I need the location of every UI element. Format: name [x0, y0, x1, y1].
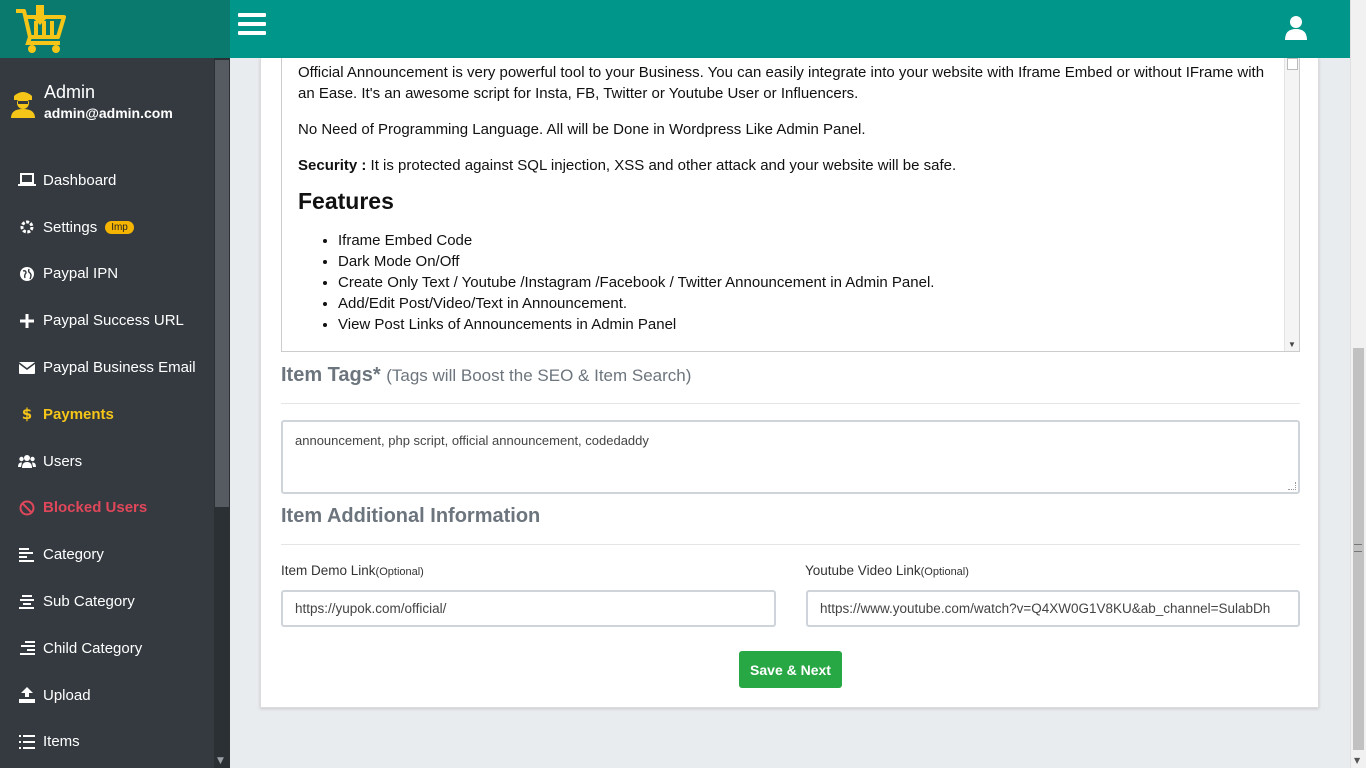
sidebar-item-dashboard[interactable]: [0, 157, 214, 204]
sidebar-item-label: Paypal Success URL: [43, 312, 184, 330]
editor-paragraph: [298, 155, 1269, 176]
sidebar-item-label: Category: [43, 546, 104, 564]
list-item: • Create Only Text / Youtube /Instagram /Facebook / Twitter Announcement in Admin Panel.: [338, 272, 1269, 293]
menu-toggle-icon[interactable]: [238, 13, 266, 39]
optional-note: (Optional): [375, 566, 424, 578]
description-editor[interactable]: [281, 58, 1300, 352]
align-right-icon: [18, 639, 36, 657]
youtube-link-label: Youtube Video Link(Optional): [805, 563, 969, 578]
imp-badge: Imp: [105, 221, 134, 234]
demo-link-input[interactable]: https://yupok.com/official/: [281, 590, 776, 627]
editor-paragraph: No Need of Programming Language. All will be Done in Wordpress Like Admin Panel.: [298, 121, 866, 138]
demo-link-label: Item Demo Link(Optional): [281, 563, 424, 578]
envelope-icon: [18, 359, 36, 377]
scroll-down-arrow-icon[interactable]: ▼: [217, 756, 224, 766]
sidebar-item-items[interactable]: [0, 719, 214, 766]
editor-scrollbar-thumb[interactable]: [1287, 58, 1298, 70]
list-item: • Add/Edit Post/Video/Text in Announcement.: [338, 293, 1269, 314]
item-tags-note: (Tags will Boost the SEO & Item Search): [386, 366, 692, 385]
sidebar-item-users[interactable]: [0, 438, 214, 485]
optional-note: (Optional): [920, 566, 969, 578]
resize-handle-icon[interactable]: [1288, 482, 1296, 490]
sidebar-item-label: Dashboard: [43, 171, 117, 189]
upload-icon: [18, 686, 36, 704]
save-next-button[interactable]: Save & Next: [739, 651, 842, 688]
youtube-link-input[interactable]: https://www.youtube.com/watch?v=Q4XW0G1V8KU&ab_channel=SulabDh: [806, 590, 1300, 627]
scroll-down-arrow-icon[interactable]: ▼: [1354, 756, 1361, 765]
page-scrollbar[interactable]: [1350, 0, 1366, 768]
sidebar-item-paypal-success-url[interactable]: [0, 297, 214, 344]
cart-logo-icon: [12, 3, 68, 55]
sidebar-item-payments[interactable]: [0, 391, 214, 438]
align-left-icon: [18, 546, 36, 564]
list-item: • View Post Links of Announcements in Admin Panel: [338, 314, 1269, 335]
sidebar-item-upload[interactable]: [0, 672, 214, 719]
list-item: • Dark Mode On/Off: [338, 251, 1269, 272]
gear-icon: [18, 218, 36, 236]
divider: [281, 403, 1300, 404]
sidebar-item-label: Upload: [43, 686, 91, 704]
sidebar-item-label: Paypal IPN: [43, 265, 119, 283]
divider: [281, 544, 1300, 545]
item-form-card: [260, 58, 1319, 708]
security-label: Security :: [298, 157, 367, 174]
sidebar-item-label: Child Category: [43, 639, 143, 657]
sidebar-item-label: Settings: [43, 218, 98, 236]
top-navbar: [0, 0, 1350, 58]
users-icon: [18, 452, 36, 470]
sidebar-item-label: Items: [43, 733, 80, 751]
sidebar-item-child-category[interactable]: [0, 625, 214, 672]
item-tags-value: announcement, php script, official announcement, codedaddy: [295, 433, 649, 448]
user-account-icon[interactable]: [1282, 14, 1310, 42]
scroll-grip-icon: [1354, 544, 1362, 552]
sidebar: [0, 58, 214, 768]
sidebar-item-blocked-users[interactable]: [0, 485, 214, 532]
user-profile: [0, 58, 214, 157]
user-name: Admin: [44, 82, 96, 102]
sidebar-scrollbar-thumb[interactable]: [215, 60, 229, 507]
sidebar-item-category[interactable]: [0, 531, 214, 578]
list-item: • Iframe Embed Code: [338, 230, 1269, 251]
laptop-icon: [18, 171, 36, 189]
sidebar-item-label: Payments: [43, 405, 114, 423]
item-tags-title: Item Tags* (Tags will Boost the SEO & Item Search): [281, 364, 692, 386]
logo[interactable]: [0, 0, 230, 58]
sidebar-item-label: Users: [43, 452, 83, 470]
item-tags-textarea[interactable]: [281, 420, 1300, 494]
additional-info-title: Item Additional Information: [281, 505, 541, 527]
globe-icon: [18, 265, 36, 283]
align-center-icon: [18, 593, 36, 611]
sidebar-item-sub-category[interactable]: [0, 578, 214, 625]
features-heading: Features: [298, 188, 394, 214]
sidebar-item-label: Sub Category: [43, 593, 135, 611]
sidebar-item-settings[interactable]: [0, 204, 214, 251]
list-icon: [18, 733, 36, 751]
editor-paragraph: Official Announcement is very powerful tool to your Business. You can easily integrate into your website with Iframe Embed or without IFrame with an Ease. It's an awesome script for Insta, FB, Twitter or Youtube User or Influencers.: [298, 64, 1265, 102]
dollar-icon: $: [21, 405, 33, 424]
plus-icon: [18, 312, 36, 330]
sidebar-item-paypal-business-email[interactable]: [0, 344, 214, 391]
scroll-down-arrow-icon[interactable]: ▼: [1288, 340, 1296, 349]
features-list: [338, 230, 1269, 335]
sidebar-item-paypal-ipn[interactable]: [0, 251, 214, 298]
sidebar-item-label: Paypal Business Email: [43, 359, 196, 377]
user-avatar-icon: [10, 88, 36, 118]
editor-scrollbar[interactable]: [1284, 58, 1299, 352]
ban-icon: [18, 499, 36, 517]
security-text: It is protected against SQL injection, XSS and other attack and your website will be safe.: [366, 157, 957, 174]
user-email: admin@admin.com: [44, 105, 173, 121]
sidebar-scrollbar[interactable]: [214, 58, 230, 768]
sidebar-item-label: Blocked Users: [43, 499, 148, 517]
